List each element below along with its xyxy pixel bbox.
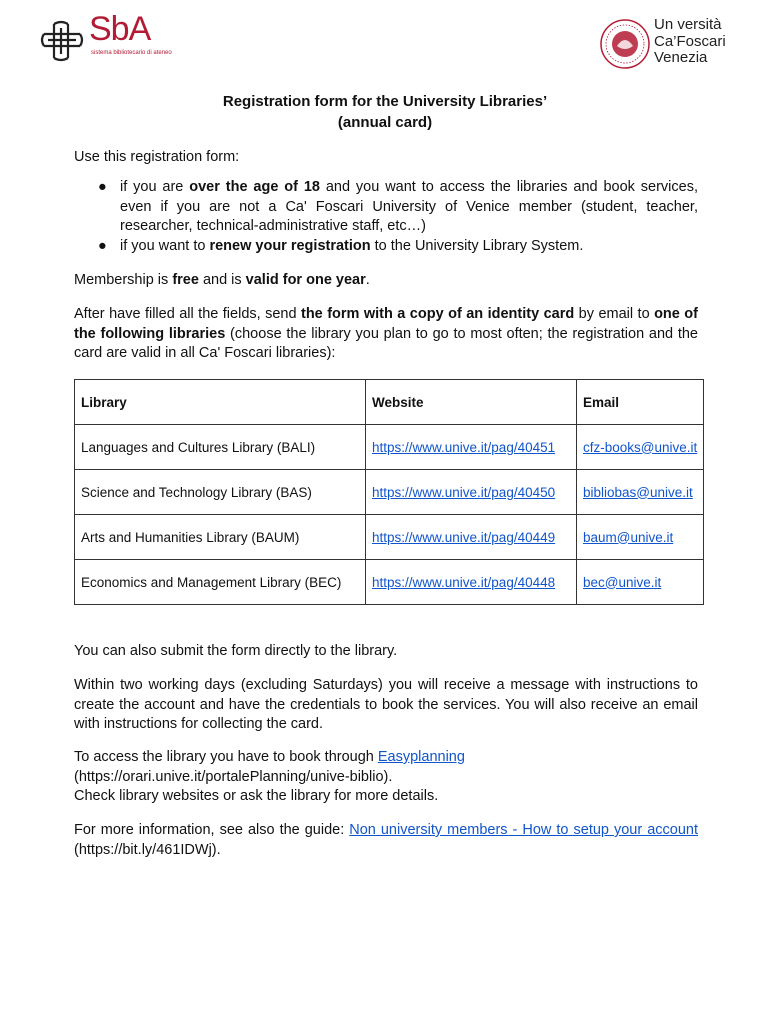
university-name-line: Ca’Foscari — [654, 32, 726, 50]
library-name: Languages and Cultures Library (BALI) — [75, 425, 366, 470]
bullet-emphasis: over the age of 18 — [189, 179, 320, 195]
emphasis: valid for one year — [245, 272, 366, 288]
library-website-link[interactable]: https://www.unive.it/pag/40450 — [372, 484, 556, 500]
access-text — [74, 748, 698, 807]
library-name: Arts and Humanities Library (BAUM) — [75, 515, 366, 560]
bullet-icon: ● — [98, 237, 107, 254]
university-name-line: Un versità — [654, 16, 722, 33]
bullet-text: and you want to access the libraries and book services, even if you are not a Ca' Foscari University of Venice member (student, teacher, researcher, technical-administrative staff, etc…) — [120, 179, 698, 234]
guide-link[interactable]: Non university members - How to setup your account — [349, 822, 698, 838]
easyplanning-link[interactable]: Easyplanning — [377, 749, 465, 765]
page-subtitle: (annual card) — [337, 114, 433, 131]
text: (choose the library you plan to go to most often; the registration and the card are valid in all Ca' Foscari libraries): — [74, 325, 698, 361]
text: by email to — [574, 306, 655, 322]
text: To access the library you have to book through — [74, 749, 378, 765]
submit-direct-text: You can also submit the form directly to the library. — [74, 643, 398, 659]
library-email-link[interactable]: bibliobas@unive.it — [583, 484, 693, 500]
column-header: Library — [75, 380, 366, 425]
membership-text — [74, 271, 698, 291]
bullet-icon: ● — [98, 179, 107, 195]
library-name: Economics and Management Library (BEC) — [75, 560, 366, 605]
condition-list — [74, 178, 698, 256]
table-row — [75, 560, 704, 605]
library-website-link[interactable]: https://www.unive.it/pag/40448 — [372, 574, 556, 590]
library-website-link[interactable]: https://www.unive.it/pag/40449 — [372, 529, 556, 545]
guide-text — [74, 821, 698, 860]
sba-wordmark: SbA — [89, 10, 151, 48]
university-name-line: Venezia — [654, 49, 708, 66]
emphasis: one of the following libraries — [74, 306, 698, 342]
bullet-text: if you want to — [120, 237, 210, 254]
library-email-link[interactable]: baum@unive.it — [583, 529, 674, 545]
text: After have filled all the fields, send — [74, 306, 301, 322]
library-website-link[interactable]: https://www.unive.it/pag/40451 — [372, 439, 556, 455]
column-header: Email — [577, 380, 704, 425]
table-row — [75, 425, 704, 470]
text: (https://bit.ly/461IDWj). — [74, 841, 221, 858]
bullet-emphasis: renew your registration — [209, 237, 371, 254]
page-title: Registration form for the University Libraries’ — [222, 93, 548, 110]
library-name: Science and Technology Library (BAS) — [75, 470, 366, 515]
bullet-text: to the University Library System. — [370, 237, 584, 254]
intro-text: Use this registration form: — [74, 149, 240, 165]
text: and is — [198, 272, 246, 288]
send-instructions — [74, 305, 698, 364]
university-name — [654, 17, 726, 67]
text: For more information, see also the guide: — [74, 822, 350, 838]
sba-subtitle: sistema bibliotecario di ateneo — [91, 50, 172, 56]
emphasis: free — [172, 272, 199, 288]
within-days-text: Within two working days (excluding Saturdays) you will receive a message with instructions to create the account and have the credentials to book the services. You will also receive an email with instructions for collecting the card. — [74, 677, 698, 732]
text: Membership is — [74, 272, 173, 288]
bullet-text: if you are — [120, 179, 190, 195]
table-row — [75, 470, 704, 515]
list-item — [74, 237, 698, 257]
table-row — [75, 515, 704, 560]
list-item — [74, 178, 698, 237]
emphasis: the form with a copy of an identity card — [301, 306, 575, 322]
text: (https://orari.unive.it/portalePlanning/unive-biblio). — [74, 768, 393, 785]
library-email-link[interactable]: bec@unive.it — [583, 574, 662, 590]
column-header: Website — [366, 380, 577, 425]
libraries-table — [74, 379, 704, 605]
text: Check library websites or ask the library for more details. — [74, 788, 439, 804]
text: . — [365, 272, 370, 288]
library-email-link[interactable]: cfz-books@unive.it — [583, 439, 698, 455]
table-header-row — [75, 380, 704, 425]
